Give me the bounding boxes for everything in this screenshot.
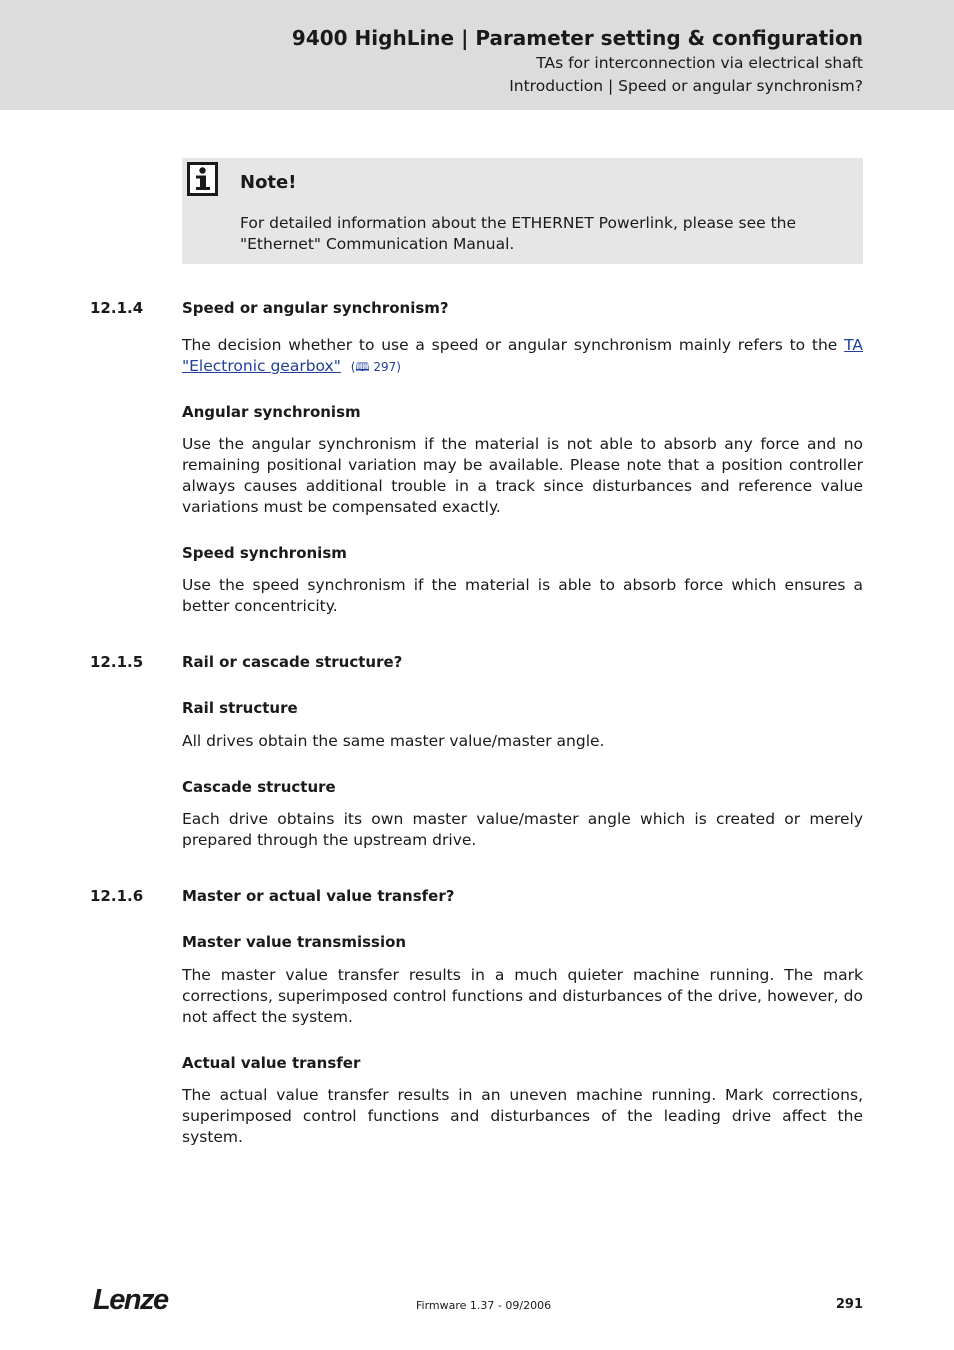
note-title: Note! xyxy=(240,172,297,193)
firmware-version: Firmware 1.37 - 09/2006 xyxy=(416,1299,552,1312)
section-intro: The decision whether to use a speed or angular synchronism mainly refers to the TA "Electronic gearbox" (🕮 297) xyxy=(182,336,863,375)
subsection-title: Cascade structure xyxy=(182,778,336,796)
section-number: 12.1.4 xyxy=(90,299,144,317)
page-header xyxy=(0,0,954,110)
paragraph: The actual value transfer results in an uneven machine running. Mark corrections, superimposed control functions and disturbances of the leading drive affect the system. xyxy=(182,1086,863,1146)
section-number: 12.1.5 xyxy=(90,653,144,671)
paragraph: The master value transfer results in a much quieter machine running. The mark corrections, superimposed control functions and disturbances of the drive, however, do not affect the system. xyxy=(182,966,863,1026)
chapter-title: TAs for interconnection via electrical shaft xyxy=(536,54,863,72)
lenze-logo xyxy=(93,1283,173,1313)
paragraph: Each drive obtains its own master value/master angle which is created or merely prepared through the upstream drive. xyxy=(182,810,863,849)
subsection-title: Speed synchronism xyxy=(182,544,347,562)
section-title: Rail or cascade structure? xyxy=(182,653,403,671)
page-reference-link[interactable]: (🕮 297) xyxy=(350,360,401,374)
note-text: For detailed information about the ETHERNET Powerlink, please see the "Ethernet" Communication Manual. xyxy=(240,214,797,253)
electronic-gearbox-link[interactable]: TA "Electronic gearbox" xyxy=(182,336,863,375)
section-breadcrumb: Introduction | Speed or angular synchronism? xyxy=(509,77,863,95)
subsection-title: Rail structure xyxy=(182,699,298,717)
subsection-title: Actual value transfer xyxy=(182,1054,361,1072)
section-title: Speed or angular synchronism? xyxy=(182,299,449,317)
info-icon xyxy=(187,162,218,196)
paragraph: All drives obtain the same master value/master angle. xyxy=(182,732,605,750)
subsection-title: Master value transmission xyxy=(182,933,407,951)
paragraph: Use the speed synchronism if the material is able to absorb force which ensures a better concentricity. xyxy=(182,576,863,615)
subsection-title: Angular synchronism xyxy=(182,403,361,421)
paragraph: Use the angular synchronism if the material is not able to absorb any force and no remaining positional variation may be available. Please note that a position controller always causes additional trouble in a track since disturbances and reference value variations must be compensated exactly. xyxy=(182,435,863,516)
note-box xyxy=(182,158,863,264)
section-number: 12.1.6 xyxy=(90,887,144,905)
page-number: 291 xyxy=(835,1297,863,1312)
svg-text:Lenze: Lenze xyxy=(93,1284,168,1313)
page-title: 9400 HighLine | Parameter setting & configuration xyxy=(291,26,863,50)
section-title: Master or actual value transfer? xyxy=(182,887,455,905)
